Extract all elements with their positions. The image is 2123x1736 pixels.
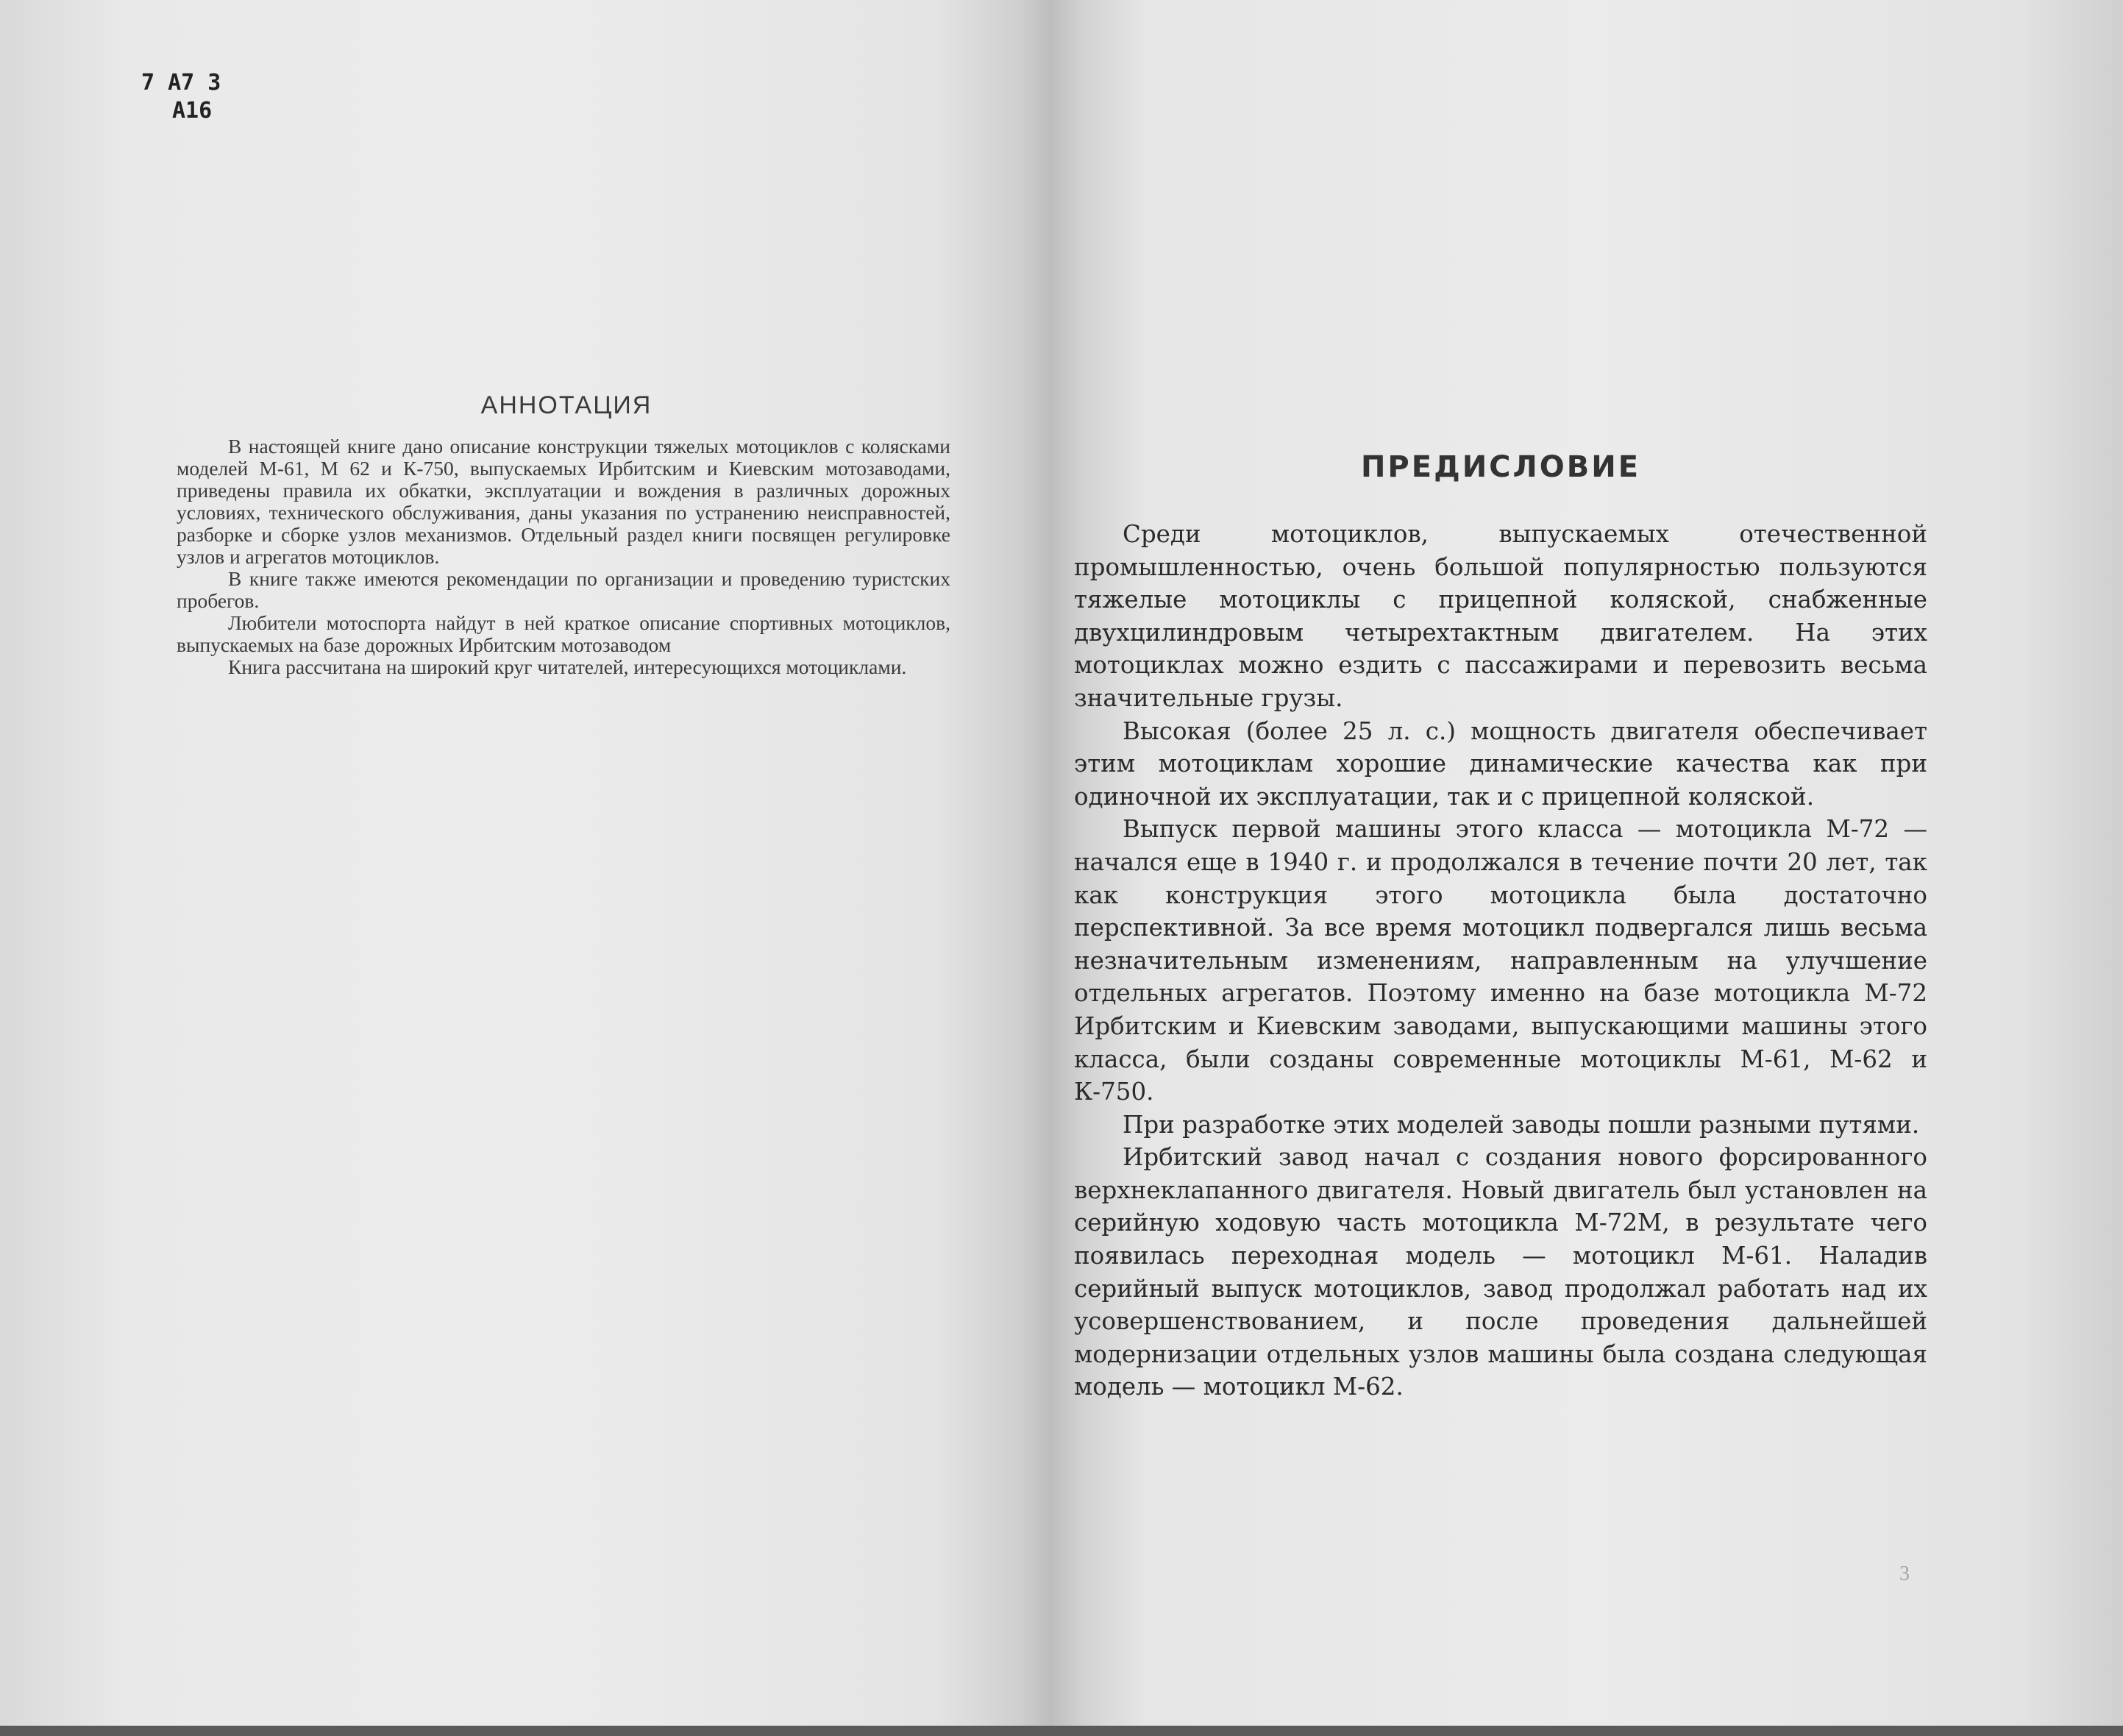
classification-code: 7 А7 3 <box>141 70 221 96</box>
annotation-paragraph: В книге также имеются рекомендации по организации и проведению туристских пробегов. <box>177 567 950 612</box>
preface-paragraph: Высокая (более 25 л. с.) мощность двигателя обеспечивает этим мотоциклам хорошие динамические качества как при одиночной их эксплуатации, так и с прицепной коляской. <box>1074 716 1927 811</box>
preface-heading: ПРЕДИСЛОВИЕ <box>1360 450 1641 484</box>
annotation-paragraph: Книга рассчитана на широкий круг читателей, интересующихся мотоциклами. <box>228 655 907 678</box>
annotation-paragraph: В настоящей книге дано описание конструкции тяжелых мотоциклов с колясками моделей М-61, М 62 и К-750, выпускаемых Ирбитским и Киевским мотозаводами, приведены правила их обкатки, эксплуатации и вождения в различных дорожных условиях, технического обслуживания, даны указания по устранению неисправностей, разборке и сборке узлов механизмов. Отдельный раздел книги посвящен регулировке узлов и агрегатов мотоциклов. <box>177 435 950 568</box>
annotation-text <box>177 435 950 678</box>
preface-text <box>1074 518 1927 1404</box>
left-page <box>0 0 1045 1726</box>
annotation-paragraph: Любители мотоспорта найдут в ней краткое описание спортивных мотоциклов, выпускаемых на базе дорожных Ирбитским мотозаводом <box>177 611 950 656</box>
annotation-heading: АННОТАЦИЯ <box>480 391 652 419</box>
library-classification-mark <box>141 69 221 125</box>
preface-paragraph: Ирбитский завод начал с создания нового форсированного верхнеклапанного двигателя. Новый двигатель был установлен на серийную ходовую часть мотоцикла М-72М, в результате чего появилась переходная модель — мотоцикл М-61. Наладив серийный выпуск мотоциклов, завод продолжал работать над их усовершенствованием, и после проведения дальнейшей модернизации отдельных узлов машины была создана следующая модель — мотоцикл М-62. <box>1074 1143 1927 1401</box>
preface-paragraph: Выпуск первой машины этого класса — мотоцикла М-72 — начался еще в 1940 г. и продолжался в течение почти 20 лет, так как конструкция этого мотоцикла была достаточно перспективной. За все время мотоцикл подвергался лишь весьма незначительным изменениям, направленным на улучшение отдельных агрегатов. Поэтому именно на базе мотоцикла М-72 Ирбитским и Киевским заводами, выпускающими машины этого класса, были созданы современные мотоциклы М-61, М-62 и К-750. <box>1074 815 1927 1106</box>
preface-paragraph: При разработке этих моделей заводы пошли разными путями. <box>1123 1110 1920 1139</box>
page-number: 3 <box>1899 1562 1910 1585</box>
preface-paragraph: Среди мотоциклов, выпускаемых отечественной промышленностью, очень большой популярностью пользуются тяжелые мотоциклы с прицепной коляской, снабженные двухцилиндровым четырехтактным двигателем. На этих мотоциклах можно ездить с пассажирами и перевозить весьма значительные грузы. <box>1074 520 1927 712</box>
author-mark: А16 <box>172 98 213 124</box>
